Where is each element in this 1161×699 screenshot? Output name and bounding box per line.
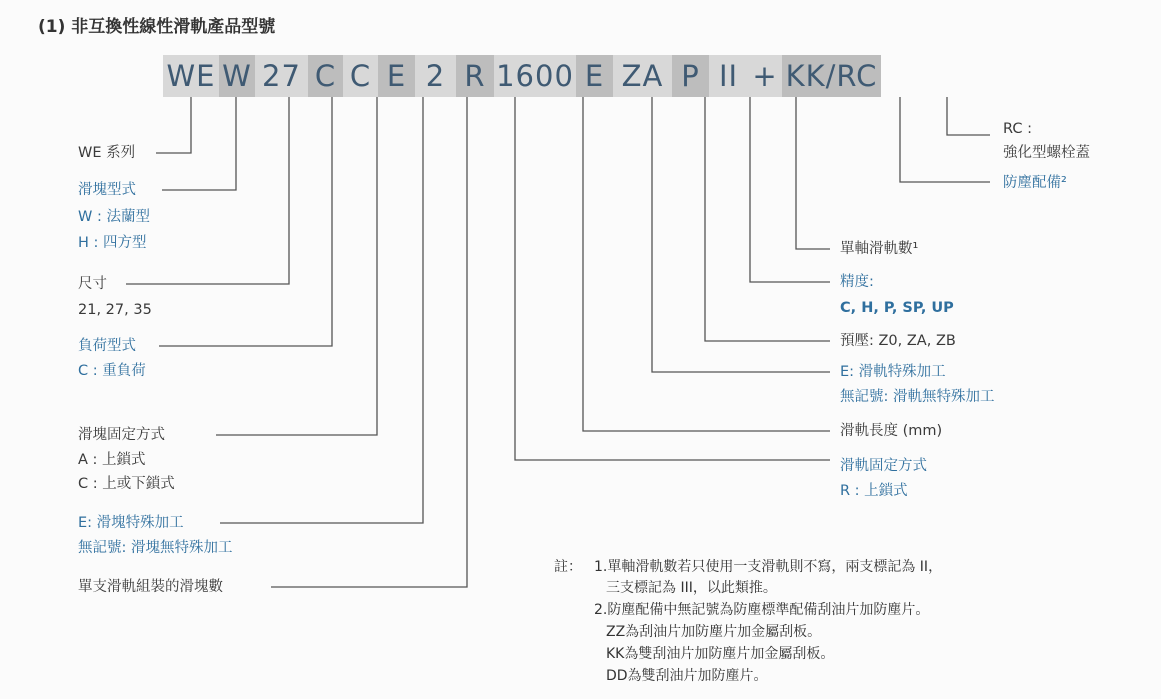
notes-prefix: 註：	[554, 559, 582, 575]
code-seg-block-type: W	[219, 55, 255, 97]
label-blocks-per-rail: 單支滑軌組裝的滑塊數	[78, 579, 223, 595]
code-seg-dust-rc: KK/RC	[782, 55, 881, 97]
label-block-mount-c: C : 上或下鎖式	[78, 476, 175, 492]
leader-c2	[216, 97, 377, 435]
code-seg-preload: ZA	[613, 55, 672, 97]
leader-rc	[947, 97, 990, 135]
leader-1600	[583, 97, 830, 431]
leader-kk	[900, 97, 990, 182]
label-block-mount-a: A : 上鎖式	[78, 452, 146, 468]
label-rail-mount: 滑軌固定方式	[840, 458, 927, 474]
note-1b: 三支標記為 III，以此類推。	[606, 580, 777, 596]
label-size-values: 21, 27, 35	[78, 302, 152, 318]
code-seg-size: 27	[255, 55, 308, 97]
code-seg-block-mount: C	[343, 55, 378, 97]
code-seg-accuracy: P	[672, 55, 709, 97]
leader-ii	[796, 97, 830, 249]
label-rails-per-axis: 單軸滑軌數¹	[840, 241, 919, 257]
label-rail-length: 滑軌長度 (mm)	[840, 423, 943, 439]
code-seg-load-type: C	[308, 55, 343, 97]
code-seg-blocks-per-rail: 2	[415, 55, 456, 97]
leader-e	[220, 97, 423, 523]
leader-e2	[652, 97, 830, 372]
leader-p	[750, 97, 830, 282]
label-dust: 防塵配備²	[1003, 175, 1067, 191]
label-rail-mount-r: R : 上鎖式	[840, 483, 908, 499]
label-preload: 預壓: Z0, ZA, ZB	[840, 333, 956, 349]
note-2c: KK為雙刮油片加防塵片加金屬刮板。	[606, 646, 835, 662]
page-title: (1) 非互換性線性滑軌產品型號	[38, 17, 276, 37]
leader-2	[271, 97, 467, 587]
label-block-special: E: 滑塊特殊加工	[78, 515, 184, 531]
label-rc: RC :	[1003, 121, 1032, 137]
label-block-mount: 滑塊固定方式	[78, 427, 165, 443]
label-load-type: 負荷型式	[78, 338, 136, 354]
code-seg-block-special: E	[378, 55, 415, 97]
code-seg-rail-mount: R	[456, 55, 494, 97]
note-1a: 1.單軸滑軌數若只使用一支滑軌則不寫，兩支標記為 II，	[594, 559, 943, 575]
label-block-type-w: W : 法蘭型	[78, 209, 150, 225]
code-seg-plus: +	[748, 55, 782, 97]
label-rc-desc: 強化型螺栓蓋	[1003, 145, 1090, 161]
code-seg-rails-per-axis: II	[709, 55, 748, 97]
note-2b: ZZ為刮油片加防塵片加金屬刮板。	[606, 624, 822, 640]
code-seg-rail-length: 1600	[494, 55, 576, 97]
label-size: 尺寸	[78, 276, 107, 292]
label-block-no-special: 無記號: 滑塊無特殊加工	[78, 540, 233, 556]
note-2a: 2.防塵配備中無記號為防塵標準配備刮油片加防塵片。	[594, 602, 930, 618]
label-block-type: 滑塊型式	[78, 182, 136, 198]
code-seg-series: WE	[163, 55, 219, 97]
label-accuracy: 精度:	[840, 274, 874, 290]
leader-w	[162, 97, 236, 190]
label-accuracy-values: C, H, P, SP, UP	[840, 300, 954, 316]
leader-za	[705, 97, 830, 341]
label-rail-special: E: 滑軌特殊加工	[840, 364, 946, 380]
label-block-type-h: H : 四方型	[78, 235, 147, 251]
leader-r	[515, 97, 830, 460]
label-load-type-c: C : 重負荷	[78, 363, 146, 379]
label-we-series: WE 系列	[78, 145, 136, 161]
leader-we	[156, 97, 191, 153]
label-rail-no-special: 無記號: 滑軌無特殊加工	[840, 389, 995, 405]
note-2d: DD為雙刮油片加防塵片。	[606, 668, 768, 684]
leader-c1	[159, 97, 332, 346]
code-seg-rail-special: E	[576, 55, 613, 97]
